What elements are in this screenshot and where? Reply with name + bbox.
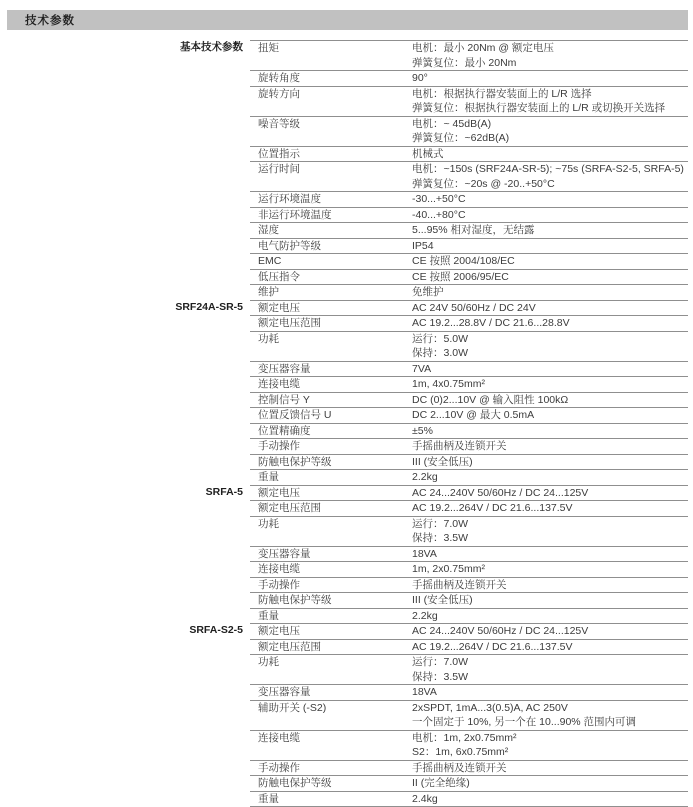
spec-row	[250, 238, 688, 254]
param-name: 重量	[258, 792, 279, 805]
value-line: 2xSPDT, 1mA...3(0.5)A, AC 250V	[412, 701, 568, 714]
value-line: 手摇曲柄及连锁开关	[412, 761, 507, 774]
spec-row	[250, 207, 688, 223]
value-line: 机械式	[412, 147, 444, 160]
param-name: 辅助开关 (-S2)	[258, 701, 327, 714]
value-line: 运行：7.0W	[412, 517, 469, 530]
param-value	[412, 270, 688, 285]
param-name: 旋转方向	[258, 87, 300, 100]
value-line: 2.4kg	[412, 792, 438, 805]
value-line: 电机：最小 20Nm @ 额定电压	[412, 42, 554, 54]
param-value	[412, 301, 688, 316]
param-name: 功耗	[258, 517, 279, 530]
param-value	[412, 685, 688, 700]
param-name: 额定电压范围	[258, 502, 321, 514]
param-value	[412, 71, 688, 86]
value-line: 免维护	[412, 286, 444, 298]
param-name: 手动操作	[258, 440, 300, 452]
param-value	[412, 393, 688, 408]
param-name: 电气防护等级	[258, 239, 321, 252]
param-name: 额定电压范围	[258, 640, 321, 653]
spec-row	[250, 639, 688, 655]
spec-row	[250, 161, 688, 191]
value-line: 1m, 2x0.75mm²	[412, 563, 485, 575]
section-label: 基本技术参数	[180, 41, 243, 53]
spec-row	[250, 284, 688, 300]
param-value	[412, 609, 688, 624]
spec-row	[250, 561, 688, 577]
param-value	[412, 547, 688, 562]
value-line: III (安全低压)	[412, 455, 473, 468]
param-name: 运行环境温度	[258, 193, 321, 205]
param-name: 非运行环境温度	[258, 208, 332, 221]
param-name: 变压器容量	[258, 686, 311, 698]
param-value	[412, 254, 688, 269]
spec-row	[250, 407, 688, 423]
param-value	[412, 455, 688, 470]
param-value	[412, 424, 688, 439]
value-line: 18VA	[412, 547, 437, 560]
value-line: 弹簧复位：根据执行器安装面上的 L/R 或切换开关选择	[412, 102, 666, 114]
param-value	[412, 192, 688, 207]
spec-row	[250, 546, 688, 562]
spec-row	[250, 253, 688, 269]
value-line: -30...+50°C	[412, 193, 466, 205]
value-line: 弹簧复位：~62dB(A)	[412, 132, 510, 144]
value-line: AC 24V 50/60Hz / DC 24V	[412, 301, 536, 314]
param-value	[412, 731, 688, 760]
param-value	[412, 117, 688, 146]
param-value	[412, 41, 688, 70]
param-name: 位置指示	[258, 147, 300, 160]
param-name: EMC	[258, 255, 282, 267]
param-name: 连接电缆	[258, 378, 300, 390]
spec-row	[250, 700, 688, 730]
param-name: 防触电保护等级	[258, 777, 332, 789]
spec-row	[250, 516, 688, 546]
value-line: ±5%	[412, 424, 433, 437]
param-name: 变压器容量	[258, 362, 311, 375]
spec-row	[250, 269, 688, 285]
value-line: 运行：5.0W	[412, 332, 469, 345]
param-name: 位置精确度	[258, 424, 311, 437]
param-value	[412, 761, 688, 776]
value-line: AC 19.2...28.8V / DC 21.6...28.8V	[412, 317, 570, 329]
spec-row	[250, 361, 688, 377]
param-value	[412, 501, 688, 516]
value-line: 2.2kg	[412, 609, 438, 622]
param-name: 手动操作	[258, 761, 300, 774]
param-value	[412, 377, 688, 392]
param-value	[412, 87, 688, 116]
param-value	[412, 362, 688, 377]
value-line: AC 19.2...264V / DC 21.6...137.5V	[412, 502, 573, 514]
param-name: 功耗	[258, 332, 279, 345]
value-line: II (完全绝缘)	[412, 777, 470, 789]
spec-section	[189, 623, 688, 806]
value-line: 1m, 4x0.75mm²	[412, 378, 485, 390]
spec-section	[180, 40, 688, 300]
value-line: 电机：~150s (SRF24A-SR-5); ~75s (SRFA-S2-5, SRFA-5)	[412, 163, 684, 175]
value-line: 电机：根据执行器安装面上的 L/R 选择	[412, 87, 592, 100]
param-value	[412, 439, 688, 454]
spec-row	[250, 222, 688, 238]
section-label: SRFA-5	[205, 485, 243, 498]
value-line: 手摇曲柄及连锁开关	[412, 440, 507, 452]
spec-row	[250, 40, 688, 70]
param-name: 湿度	[258, 224, 279, 236]
value-line: 手摇曲柄及连锁开关	[412, 578, 507, 591]
value-line: 18VA	[412, 686, 437, 698]
spec-row	[250, 315, 688, 331]
param-name: 额定电压范围	[258, 317, 321, 329]
value-line: S2：1m, 6x0.75mm²	[412, 746, 509, 758]
param-name: 连接电缆	[258, 731, 300, 744]
section-header-bar	[7, 10, 688, 30]
param-name: 防触电保护等级	[258, 594, 332, 606]
param-name: 防触电保护等级	[258, 455, 332, 468]
value-line: 保持：3.0W	[412, 347, 469, 359]
param-name: 额定电压	[258, 625, 300, 637]
value-line: 电机：~ 45dB(A)	[412, 117, 492, 130]
spec-row	[250, 775, 688, 791]
page-title: 技术参数	[25, 15, 75, 27]
value-line: 弹簧复位：最小 20Nm	[412, 56, 517, 69]
section-label: SRFA-S2-5	[189, 624, 243, 636]
value-line: CE 按照 2006/95/EC	[412, 270, 509, 283]
param-name: 手动操作	[258, 578, 300, 591]
param-name: 维护	[258, 286, 279, 298]
value-line: 7VA	[412, 362, 432, 375]
value-line: DC 2...10V @ 最大 0.5mA	[412, 409, 535, 421]
param-value	[412, 655, 688, 684]
spec-row	[250, 791, 688, 807]
param-value	[412, 408, 688, 423]
param-value	[412, 316, 688, 331]
param-name: 控制信号 Y	[258, 393, 310, 406]
value-line: DC (0)2...10V @ 输入阻性 100kΩ	[412, 393, 569, 406]
section-label: SRF24A-SR-5	[175, 300, 243, 313]
spec-row	[250, 146, 688, 162]
param-value	[412, 332, 688, 361]
spec-row	[250, 86, 688, 116]
value-line: AC 24...240V 50/60Hz / DC 24...125V	[412, 625, 589, 637]
param-value	[412, 486, 688, 501]
value-line: 电机：1m, 2x0.75mm²	[412, 731, 517, 744]
spec-section	[175, 300, 688, 485]
value-line: 弹簧复位：~20s @ -20..+50°C	[412, 177, 555, 190]
spec-row	[250, 730, 688, 760]
value-line: 5...95% 相对湿度，无结露	[412, 224, 535, 236]
value-line: 2.2kg	[412, 471, 438, 483]
value-line: IP54	[412, 239, 434, 252]
spec-row	[250, 331, 688, 361]
value-line: III (安全低压)	[412, 594, 473, 606]
spec-row	[250, 423, 688, 439]
param-name: 旋转角度	[258, 72, 300, 84]
param-value	[412, 147, 688, 162]
value-line: 保持：3.5W	[412, 670, 469, 683]
spec-row	[250, 454, 688, 470]
param-name: 额定电压	[258, 301, 300, 314]
value-line: 90°	[412, 72, 428, 84]
param-name: 额定电压	[258, 486, 300, 499]
value-line: CE 按照 2004/108/EC	[412, 255, 515, 267]
param-name: 低压指令	[258, 270, 300, 283]
param-value	[412, 517, 688, 546]
param-name: 重量	[258, 471, 279, 483]
param-value	[412, 640, 688, 655]
spec-row	[250, 392, 688, 408]
param-name: 重量	[258, 609, 279, 622]
param-value	[412, 223, 688, 238]
param-value	[412, 792, 688, 807]
value-line: 保持：3.5W	[412, 532, 469, 544]
spec-row	[250, 300, 688, 316]
param-value	[412, 285, 688, 300]
param-value	[412, 562, 688, 577]
param-name: 功耗	[258, 656, 279, 668]
spec-row	[250, 577, 688, 593]
spec-row	[250, 500, 688, 516]
spec-row	[250, 438, 688, 454]
spec-row	[250, 608, 688, 624]
value-line: AC 19.2...264V / DC 21.6...137.5V	[412, 640, 573, 653]
param-value	[412, 701, 688, 730]
spec-row	[250, 654, 688, 684]
param-value	[412, 776, 688, 791]
spec-row	[250, 684, 688, 700]
spec-row	[250, 70, 688, 86]
spec-table	[175, 40, 688, 807]
param-name: 扭矩	[258, 42, 279, 54]
param-name: 位置反馈信号 U	[258, 409, 332, 421]
value-line: 一个固定于 10%, 另一个在 10...90% 范围内可调	[412, 716, 637, 728]
param-name: 变压器容量	[258, 547, 311, 560]
spec-section	[205, 485, 688, 624]
param-value	[412, 624, 688, 639]
spec-row	[250, 116, 688, 146]
value-line: -40...+80°C	[412, 208, 466, 221]
param-name: 运行时间	[258, 163, 300, 175]
value-line: AC 24...240V 50/60Hz / DC 24...125V	[412, 486, 589, 499]
spec-row	[250, 760, 688, 776]
spec-row	[250, 592, 688, 608]
param-value	[412, 208, 688, 223]
param-name: 连接电缆	[258, 563, 300, 575]
param-name: 噪音等级	[258, 117, 300, 130]
value-line: 运行：7.0W	[412, 656, 469, 668]
param-value	[412, 593, 688, 608]
spec-row	[250, 623, 688, 639]
param-value	[412, 162, 688, 191]
param-value	[412, 239, 688, 254]
spec-row	[250, 485, 688, 501]
spec-row	[250, 191, 688, 207]
param-value	[412, 578, 688, 593]
spec-row	[250, 376, 688, 392]
spec-row	[250, 469, 688, 485]
param-value	[412, 470, 688, 485]
